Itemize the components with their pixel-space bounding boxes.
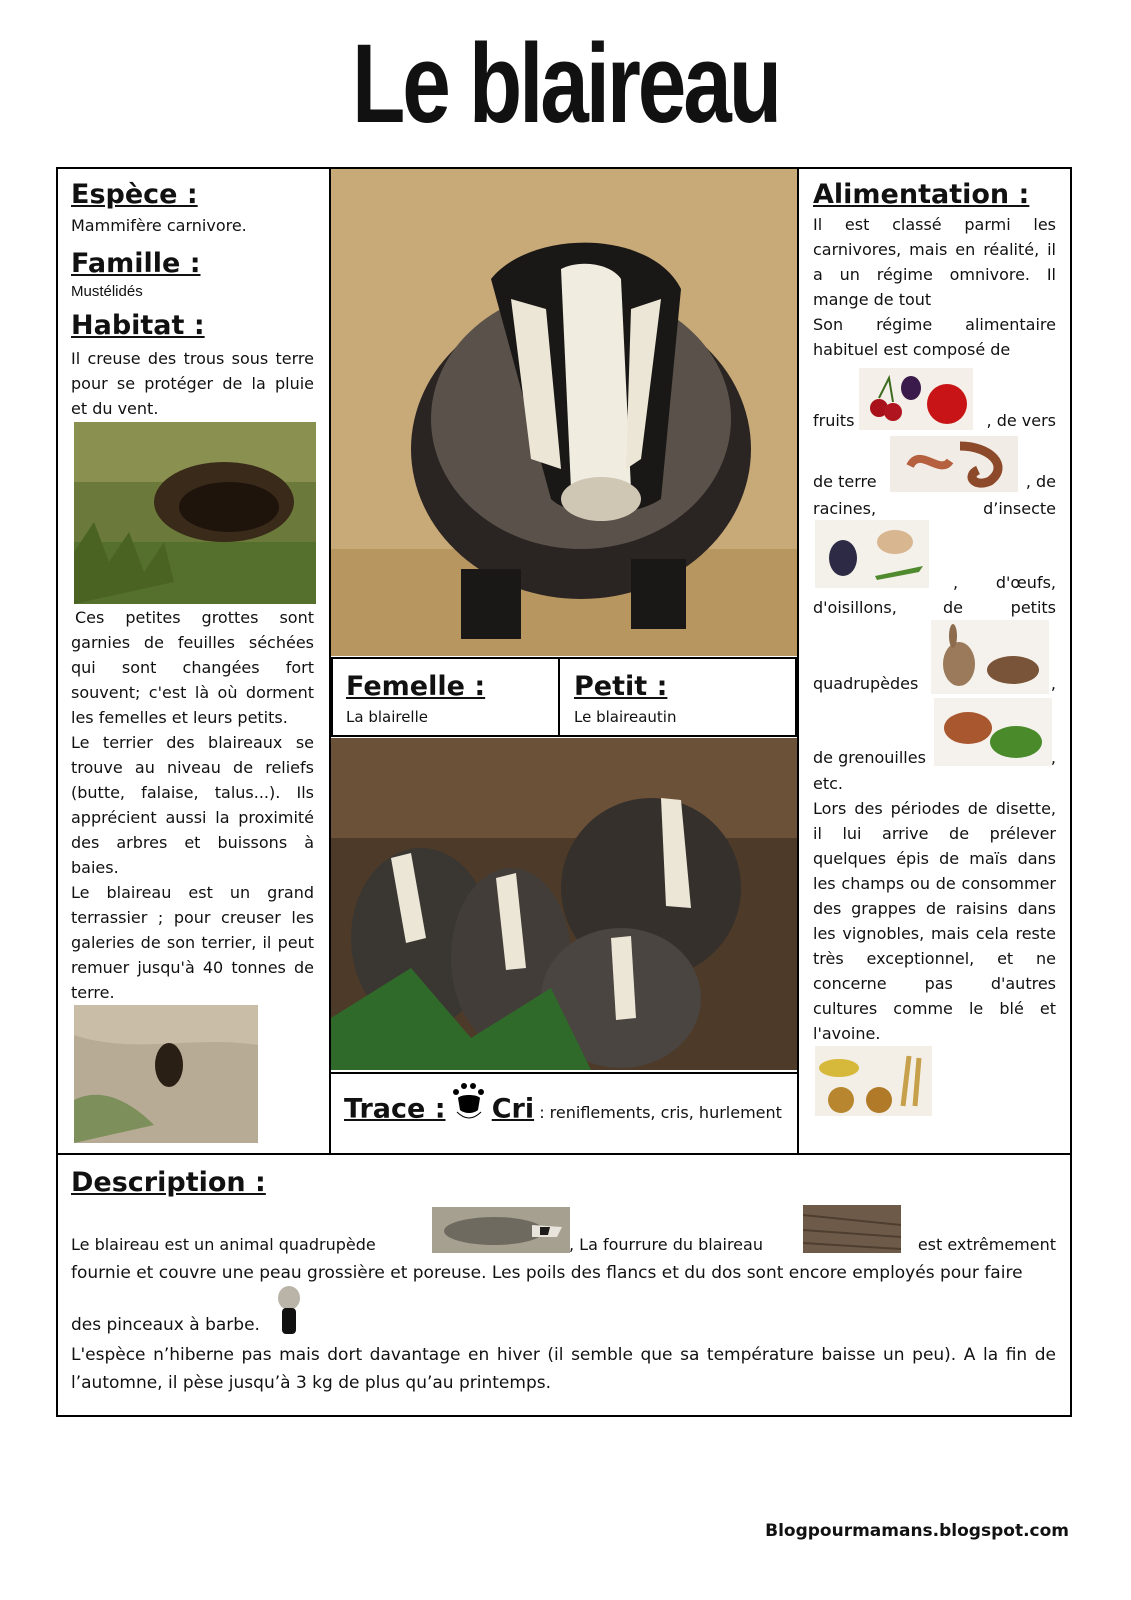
fur-image [803,1205,901,1253]
description-s1c: est extrêmement [917,1235,1056,1254]
de-terre-label: de terre [813,472,877,491]
famille-heading: Famille : [71,248,201,279]
espece-section [71,180,316,235]
alimentation-p3: Lors des périodes de disette, il lui arrive de prélever quelques épis de maïs dans les champs ou de consommer des grappes de raisins dans les vignobles, mais cela reste très exceptionnel, et ne concerne pas d'autres cultures comme le blé et l'avoine. [813,799,1056,1043]
habitat-paragraphs [71,605,314,1005]
description-heading: Description : [71,1167,266,1198]
alimentation-heading: Alimentation : [813,179,1030,210]
description-line1 [71,1205,1056,1257]
grains-image [815,1046,932,1116]
comma-after-frogs: , [1050,748,1056,767]
paw-print-icon [451,1080,487,1124]
petit-heading: Petit : [574,671,668,702]
racines-label: racines, [813,499,877,518]
fruits-image [859,368,973,430]
comma-after-rodents: , [1050,674,1056,693]
badger-family-photo [331,738,797,1070]
insects-image [815,520,929,588]
burrow-photo [74,422,316,604]
rodents-image [931,620,1049,694]
oisillons-label: d'oisillons, [813,598,897,617]
grenouilles-label: de grenouilles [813,748,926,767]
cri-heading: Cri [491,1093,535,1125]
description-s1a: Le blaireau est un animal quadrupède [71,1235,376,1254]
description-s4: L'espèce n’hiberne pas mais dort davantage en hiver (il semble que sa température baisse un peu). A la fin de l’automne, il pèse jusqu’à 3 kg de plus qu’au printemps. [71,1345,1056,1393]
comma-label: , [953,573,959,592]
quadrupedes-line [813,620,1056,696]
famille-section [71,249,316,300]
alimentation-p1: Il est classé parmi les carnivores, mais en réalité, il a un régime omnivore. Il mange de tout [813,214,1056,309]
habitat-intro: Il creuse des trous sous terre pour se protéger de la pluie et du vent. [71,348,314,418]
grenouilles-line [813,698,1056,770]
insects-line [813,520,1056,595]
quadrupedes-label: quadrupèdes [813,674,919,693]
racines-line [813,496,1056,521]
description-line3 [71,1286,1056,1338]
femelle-text: La blairelle [346,707,428,726]
famille-text: Mustélidés [71,282,143,300]
trace-cri-section [344,1080,794,1124]
fruits-line [813,368,1056,433]
espece-heading: Espèce : [71,179,198,210]
vers-line [813,434,1056,494]
oeufs-label: d'œufs, [995,573,1056,592]
frogs-image [934,698,1052,766]
description-s3: des pinceaux à barbe. [71,1315,260,1335]
page-title: Le blaireau [352,21,779,146]
espece-text: Mammifère carnivore. [71,215,247,235]
habitat-para1: Ces petites grottes sont garnies de feuilles séchées qui sont changées fort souvent; c'est là où dorment les femelles et leurs petits. [71,608,314,727]
description-s1b: , La fourrure du blaireau [569,1235,763,1254]
fruits-label: fruits [813,411,855,430]
badger-walking-image [432,1207,570,1253]
habitat-section [71,311,314,421]
oisillons-line [813,595,1056,620]
trace-heading: Trace : [344,1093,446,1125]
habitat-heading: Habitat : [71,310,205,341]
alimentation-end [813,771,1056,1046]
footer-url[interactable]: Blogpourmamans.blogspot.com [765,1521,1069,1541]
vers-label: , de vers [986,411,1056,430]
alimentation-section [813,180,1056,362]
worms-image [890,436,1018,492]
alimentation-p2: Son régime alimentaire habituel est composé de [813,314,1056,359]
description-section [71,1168,1056,1198]
habitat-para3: Le blaireau est un grand terrassier ; pour creuser les galeries de son terrier, il peut remuer jusqu'à 40 tonnes de terre. [71,883,314,1002]
hole-photo [74,1005,258,1143]
de-petits-label: de [943,598,963,617]
shaving-brush-image [276,1286,302,1336]
cri-text: : reniflements, cris, hurlement [539,1103,782,1122]
petits-label: petits [1010,598,1056,617]
description-s2: fournie et couvre une peau grossière et poreuse. Les poils des flancs et du dos sont encore employés pour faire [71,1263,1023,1283]
habitat-para2: Le terrier des blaireaux se trouve au niveau de reliefs (butte, falaise, talus...). Ils apprécient aussi la proximité des arbres et buissons à baies. [71,733,314,877]
etc-text: etc. [813,774,843,793]
insecte-label: d’insecte [983,499,1056,518]
badger-main-photo [331,169,797,656]
de-label: , de [1025,472,1056,491]
femelle-heading: Femelle : [346,671,486,702]
femelle-section [346,672,485,726]
petit-text: Le blaireautin [574,707,677,726]
petit-section [574,672,676,726]
